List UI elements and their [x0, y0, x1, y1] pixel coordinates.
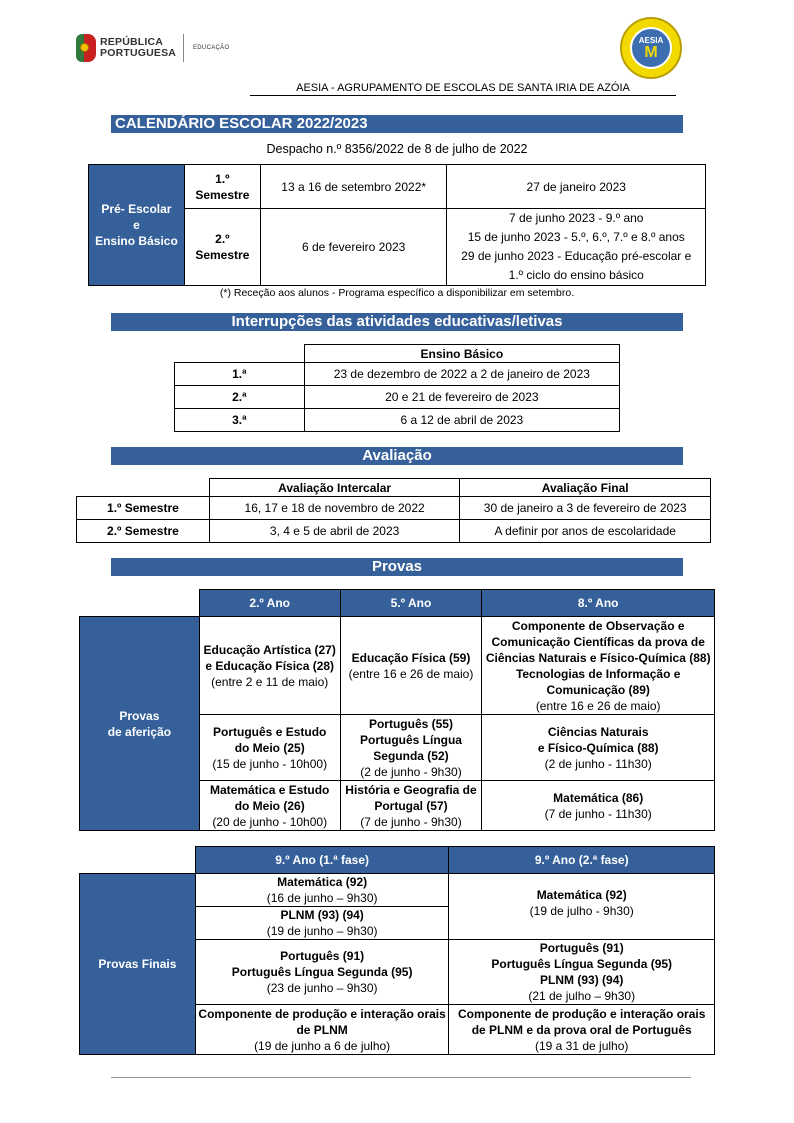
cell-exam-date: (2 de junho - 11h30) — [544, 756, 652, 771]
finais-cell — [449, 874, 715, 940]
afericao-cell — [199, 781, 340, 831]
logo-line1: REPÚBLICA — [100, 36, 164, 48]
cell-exam-name: do Meio (25) — [234, 740, 305, 755]
cell-exam-date: (19 de junho a 6 de julho) — [254, 1038, 391, 1053]
afericao-header-5ano: 5.º Ano — [340, 590, 482, 617]
interruption-value-1: 23 de dezembro de 2022 a 2 de janeiro de 2023 — [304, 363, 619, 386]
finais-table — [79, 846, 715, 1055]
calendar-start-1: 13 a 16 de setembro 2022* — [260, 165, 447, 209]
cell-exam-name: Portugal (57) — [374, 798, 448, 813]
evaluation-intercalar-1: 16, 17 e 18 de novembro de 2022 — [209, 497, 460, 520]
cell-exam-name: Ciências Naturais — [547, 724, 649, 739]
cell-exam-name: Tecnologias de Informação e — [515, 666, 681, 681]
cell-exam-date: (23 de junho – 9h30) — [266, 981, 378, 995]
cell-exam-name: Português e Estudo — [213, 724, 327, 739]
afericao-cell — [340, 617, 482, 715]
cell-exam-name: PLNM (93) (94) — [280, 908, 364, 922]
cell-exam-name: Matemática (92) — [536, 888, 627, 902]
page-title: CALENDÁRIO ESCOLAR 2022/2023 — [111, 115, 683, 133]
flag-icon — [76, 34, 96, 62]
aesia-seal-icon: AESIA M — [620, 17, 682, 79]
cell-exam-name: do Meio (26) — [234, 798, 305, 813]
cell-exam-name: Português Língua Segunda (95) — [231, 965, 413, 979]
interruptions-table — [174, 344, 620, 432]
cell-exam-date: (20 de junho - 10h00) — [212, 814, 328, 829]
finais-label: Provas Finais — [80, 874, 196, 1055]
evaluation-table — [76, 478, 711, 543]
afericao-table — [79, 589, 715, 831]
cell-exam-date: (16 de junho – 9h30) — [266, 891, 378, 905]
afericao-header-8ano: 8.º Ano — [482, 590, 715, 617]
cell-exam-name: Português Língua — [359, 732, 462, 747]
afericao-cell — [199, 715, 340, 781]
interruptions-title: Interrupções das atividades educativas/letivas — [111, 313, 683, 331]
interruption-label-3: 3.ª — [175, 409, 305, 432]
calendar-table — [88, 164, 706, 286]
cell-exam-name: Matemática e Estudo — [210, 782, 330, 797]
footer-divider — [111, 1077, 691, 1078]
header-divider — [250, 95, 676, 96]
calendar-note: (*) Receção aos alunos - Programa específico a disponibilizar em setembro. — [219, 287, 575, 299]
afericao-label: Provas de aferição — [80, 617, 200, 831]
logo-dept: EDUCAÇÃO — [193, 45, 230, 51]
cell-exam-name: Matemática (86) — [553, 790, 644, 805]
afericao-cell — [482, 781, 715, 831]
calendar-level: Pré- Escolar e Ensino Básico — [89, 165, 185, 286]
cell-exam-name: Português (91) — [280, 949, 365, 963]
afericao-cell — [482, 617, 715, 715]
cell-exam-date: (7 de junho - 9h30) — [360, 814, 462, 829]
cell-exam-date: (19 a 31 de julho) — [535, 1038, 629, 1053]
interruption-label-2: 2.ª — [175, 386, 305, 409]
calendar-period-1: 1.º Semestre — [184, 165, 260, 209]
cell-exam-date: (2 de junho - 9h30) — [360, 764, 462, 779]
cell-exam-name: Português (55) — [368, 716, 453, 731]
despacho: Despacho n.º 8356/2022 de 8 de julho de 2022 — [266, 142, 528, 156]
finais-cell — [449, 940, 715, 1005]
cell-exam-name: Componente de produção e interação orais — [458, 1006, 706, 1021]
evaluation-header-intercalar: Avaliação Intercalar — [209, 479, 460, 497]
finais-header-fase1: 9.º Ano (1.ª fase) — [195, 847, 449, 874]
cell-exam-name: Português (91) — [539, 941, 624, 955]
cell-exam-date: (entre 16 e 26 de maio) — [535, 698, 661, 713]
evaluation-title: Avaliação — [111, 447, 683, 465]
finais-header-fase2: 9.º Ano (2.ª fase) — [449, 847, 715, 874]
afericao-header-2ano: 2.º Ano — [199, 590, 340, 617]
cell-exam-name: Componente de produção e interação orais — [198, 1006, 446, 1021]
finais-cell — [195, 940, 449, 1005]
evaluation-header-final: Avaliação Final — [460, 479, 711, 497]
cell-exam-name: de PLNM — [296, 1022, 348, 1037]
republica-portuguesa-logo — [76, 34, 230, 64]
evaluation-final-1: 30 de janeiro a 3 de fevereiro de 2023 — [460, 497, 711, 520]
cell-exam-name: Educação Física (59) — [351, 650, 471, 665]
calendar-end-1: 27 de janeiro 2023 — [447, 165, 706, 209]
afericao-cell — [340, 781, 482, 831]
interruption-value-3: 6 a 12 de abril de 2023 — [304, 409, 619, 432]
calendar-end-2: 7 de junho 2023 - 9.º ano 15 de junho 2023 - 5.º, 6.º, 7.º e 8.º anos 29 de junho 2023 - Educação pré-escolar e 1.º ciclo do ensino básico — [447, 209, 706, 286]
cell-exam-name: Português Língua Segunda (95) — [491, 957, 673, 971]
interruption-label-1: 1.ª — [175, 363, 305, 386]
finais-cell — [195, 907, 449, 940]
cell-exam-name: Educação Artística (27) — [203, 642, 336, 657]
cell-exam-name: História e Geografia de — [345, 782, 477, 797]
afericao-cell — [199, 617, 340, 715]
cell-exam-name: PLNM (93) (94) — [540, 973, 624, 987]
cell-exam-date: (21 de julho – 9h30) — [528, 989, 636, 1003]
cell-exam-date: (entre 2 e 11 de maio) — [211, 674, 329, 689]
provas-title: Provas — [111, 558, 683, 576]
cell-exam-name: Comunicação Científicas da prova de — [491, 634, 705, 649]
cell-exam-date: (entre 16 e 26 de maio) — [348, 666, 474, 681]
cell-exam-name: Componente de Observação e — [511, 618, 685, 633]
cell-exam-date: (15 de junho - 10h00) — [212, 756, 328, 771]
seal-text: AESIA — [638, 36, 664, 45]
school-name: AESIA - AGRUPAMENTO DE ESCOLAS DE SANTA IRIA DE AZÓIA — [296, 82, 630, 94]
afericao-cell — [340, 715, 482, 781]
finais-cell — [195, 1005, 449, 1055]
calendar-start-2: 6 de fevereiro 2023 — [260, 209, 447, 286]
interruptions-header: Ensino Básico — [304, 345, 619, 363]
interruption-value-2: 20 e 21 de fevereiro de 2023 — [304, 386, 619, 409]
afericao-cell — [482, 715, 715, 781]
cell-exam-name: Ciências Naturais e Físico-Química (88) — [485, 650, 711, 665]
cell-exam-name: Comunicação (89) — [546, 682, 650, 697]
finais-cell — [195, 874, 449, 907]
evaluation-label-1: 1.º Semestre — [77, 497, 210, 520]
logo-line2: PORTUGUESA — [100, 47, 177, 59]
cell-exam-name: Matemática (92) — [277, 875, 368, 889]
finais-cell — [449, 1005, 715, 1055]
cell-exam-name: de PLNM e da prova oral de Português — [471, 1022, 692, 1037]
evaluation-intercalar-2: 3, 4 e 5 de abril de 2023 — [209, 520, 460, 543]
evaluation-label-2: 2.º Semestre — [77, 520, 210, 543]
cell-exam-name: e Físico-Química (88) — [537, 740, 659, 755]
cell-exam-name: e Educação Física (28) — [205, 658, 335, 673]
cell-exam-date: (19 de junho – 9h30) — [266, 924, 378, 938]
calendar-period-2: 2.º Semestre — [184, 209, 260, 286]
evaluation-final-2: A definir por anos de escolaridade — [460, 520, 711, 543]
cell-exam-name: Segunda (52) — [373, 748, 449, 763]
cell-exam-date: (7 de junho - 11h30) — [544, 806, 652, 821]
cell-exam-date: (19 de julho - 9h30) — [529, 904, 634, 918]
